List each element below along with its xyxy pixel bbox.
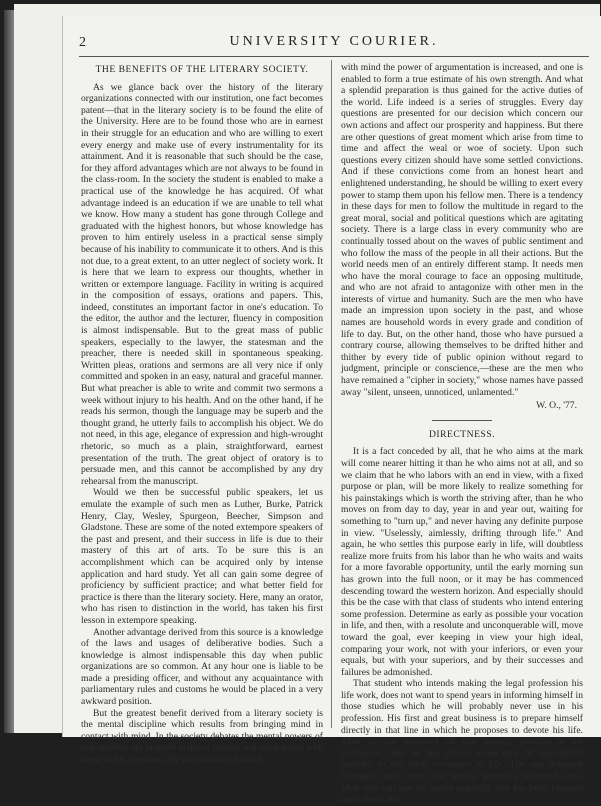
right-column (341, 62, 583, 806)
article-paragraph: Another advantage derived from this source is a knowledge of the laws and usages of deliberative bodies. Such a knowledge is almost indispensable this day when public organizations are so common. At any hour one is liable to be made a presiding officer, and without any acquaintance with parliamentary rules and customs he would be placed in a very awkward position. (81, 626, 323, 708)
masthead-title: UNIVERSITY COURIER. (229, 34, 439, 49)
newspaper-sheet (62, 16, 601, 806)
article-paragraph: It is a fact conceded by all, that he who aims at the mark will come nearer hitting it than he who aims not at all, and so we claim that he who labors with an end in view, with a fixed purpose or plan, will be more likely to realize something for his painstakings which is worth the striving after, than he who moves on from day to day, year in and year out, waiting for something to "turn up," and never having any definite purpose in view. "Uselessly, aimlessly, drifting through life." And again, he who settles this purpose early in life, will doubtless realize more fruits from his labor than he who waits and waits for a more favorable opportunity, until the early morning sun has grown into the full noon, or it may be has commenced descending toward the western horizon. And especially should this be the case with that class of students who intend entering some profession. Determine as early as possible your vocation in life, and then, with a resolute and unconquerable will, move toward the goal, ever keeping in view your high ideal, comparing your work, not with your inferiors, or even your equals, but with your superiors, and by their successes and failures be admonished. (341, 446, 583, 678)
article-paragraph: As we glance back over the history of the literary organizations connected with our institution, one fact becomes patent—that in the literary society is to be found the elite of the University. Here are to be found those who are in earnest in their struggle for an education and who are willing to exert every energy and make use of every instrumentality for its attainment. And it is reasonable that such should be the case, for they afford advantages which are not always to be found in the class-room. In the society the student is enabled to make a practical use of the knowledge he has acquired. Of what advantage indeed is an education if we are unable to tell what we know. How many a student has gone through College and graduated with the highest honors, but whose knowledge has proven to him entirely useless in a practical sense simply because of his inability to communicate it to others. And is this not due, to a great extent, to an utter neglect of society work. It is here that we learn to express our thoughts, whether in written or extempore language. Facility in writing is acquired in the composition of essays, orations and papers. This, indeed, constitutes an important factor in one's education. To the editor, the author and the lecturer, fluency in composition is almost indispensable. But to the great mass of public speakers, especially to the lawyer, the statesman and the preacher, there is needed skill in spontaneous speaking. Written pleas, orations and sermons are all very nice if only committed and spoken in an easy, natural and graceful manner. But what preacher is able to write and commit two sermons a week without injury to his health. And on the other hand, if he reads his sermon, though the language may be superb and the thought grand, he utterly fails to accomplish his object. We do not need, in this age, elegance of expression and high-wrought rhetoric, so much as a plain, straightforward, earnest presentation of the truth. The great object of oratory is to persuade men, and this cannot be accomplished by any dry rehearsal from the manuscript. (81, 81, 323, 487)
page-header (79, 34, 589, 57)
section-rule (432, 420, 492, 421)
article-title-directness: DIRECTNESS. (429, 428, 495, 440)
left-column (81, 64, 323, 766)
article-paragraph: But the greatest benefit derived from a literary society is the mental discipline which results from bringing mind in contact with mind. In the society debates the mental powers of one member are brought in direct contact and comparison with those of his opponent. By this attrition of mind (81, 707, 323, 766)
scanned-page (14, 4, 600, 806)
column-divider (331, 60, 332, 728)
article-title-literary-society: THE BENEFITS OF THE LITERARY SOCIETY. (95, 64, 309, 75)
article-paragraph: That student who intends making the legal profession his life work, does not want to spend years in informing himself in those studies which he will probably never use in his profession. His first and great business is to prepare himself directly in that line in which he proposes to devote his life. After he has mastered all that directly pertains to his profession, then let him devote some time, if opportunity permits, to the other vocations in life. The age demands thorough men, more than simply generally informed ones. Men who can use the armor manfully that has been fastened upon them. By (341, 678, 583, 806)
article-paragraph: Would we then be successful public speakers, let us emulate the example of such men as Luther, Burke, Patrick Henry, Clay, Wesley, Spurgeon, Beecher, Simpson and Gladstone. These are some of the noted extempore speakers of the past and present, and their success in life is due to their mastery of this art of arts. To be sure this is an accomplishment which can be acquired only by intense application and hard study. Yet all can gain some degree of proficiency by sufficient practice; and what better field for practice is there than the literary society. Here, many an orator, who has risen to distinction in the world, has taken his first lesson in extempore speaking. (81, 487, 323, 626)
page-number: 2 (79, 35, 86, 50)
article-paragraph-continued: with mind the power of argumentation is increased, and one is enabled to form a true estimate of his own strength. And what a splendid preparation is thus gained for the active duties of the world. Life indeed is a series of struggles. Every day questions are presented for our decision which concern our own actions and affect our prosperity and happiness. But there are other questions of great moment which arise from time to time and affect the weal or woe of society. Upon such questions every citizen should have some settled convictions. And if these convictions come from an honest heart and enlightened understanding, he should be willing to exert every power to stamp them upon his fellow men. There is a tendency in these days for men to follow the multitude in regard to the great moral, social and political questions which are agitating society. There is a large class in every community who are continually tossed about on the waves of public sentiment and who follow the mass of the people in all their actions. But the world needs men of an entirely different stamp. It needs men who have the moral courage to face an opposing multitude, and who are not afraid to antagonize with other men in the interests of virtue and humanity. Such are the men who have made an impression upon society in the past, and whose names are household words in every grade and condition of life to day. But, on the other hand, those who have pursued a contrary course, allowing themselves to be drifted hither and thither by every tide of public opinion without regard to judgment, principle or conscience,—these are the men who have remained a "cipher in society," whose names have passed away "silent, unseen, unnoticed, unlamented." (341, 62, 583, 398)
author-signature: W. O., '77. (536, 400, 577, 412)
